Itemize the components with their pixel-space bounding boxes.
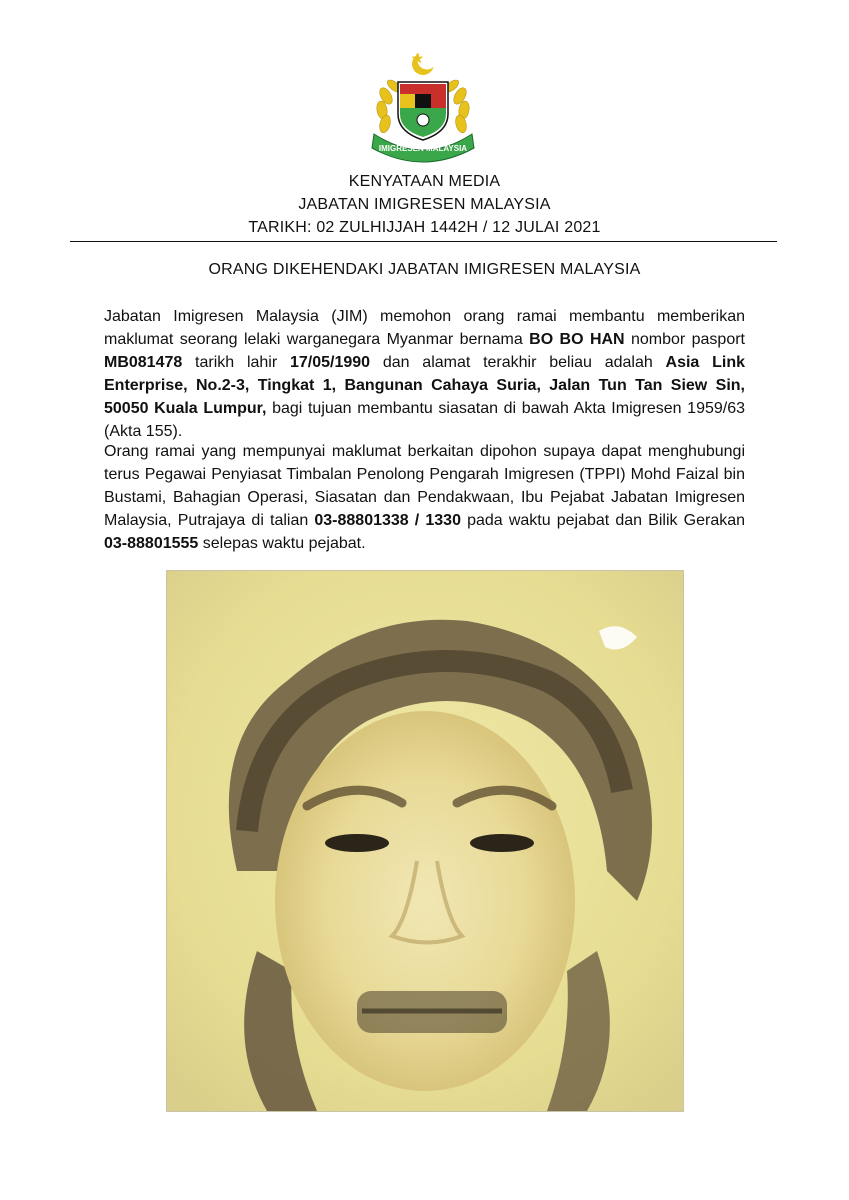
p1-text-4: dan alamat terakhir beliau adalah xyxy=(370,354,666,371)
date-of-birth: 17/05/1990 xyxy=(289,354,371,371)
phone-office-hours: 03-88801338 / 1330 xyxy=(314,512,461,529)
p1-text-3: tarikh lahir xyxy=(182,354,290,371)
suspect-photo xyxy=(166,570,684,1112)
header-line-1: KENYATAAN MEDIA xyxy=(348,173,501,190)
passport-number: MB081478 xyxy=(104,354,183,371)
p1-text-1: Jabatan Imigresen Malaysia (JIM) memohon orang ramai membantu memberikan maklumat seorang lelaki warganegara Myanmar bernama xyxy=(104,308,745,348)
last-address: Asia Link Enterprise, No.2-3, Tingkat 1, Bangunan Cahaya Suria, Jalan Tun Tan Siew Sin, 50050 Kuala Lumpur, xyxy=(104,354,745,417)
p2-text-2: pada waktu pejabat dan Bilik Gerakan xyxy=(460,512,746,529)
header-line-2: JABATAN IMIGRESEN MALAYSIA xyxy=(298,196,551,213)
header-divider xyxy=(70,241,777,242)
p1-text-2: nombor pasport xyxy=(624,331,745,348)
crest-ribbon-text: IMIGRESEN MALAYSIA xyxy=(378,144,468,153)
phone-after-hours: 03-88801555 xyxy=(104,535,199,552)
p2-text-3: selepas waktu pejabat. xyxy=(198,535,366,552)
paragraph-1 xyxy=(104,305,745,443)
header-date: TARIKH: 02 ZULHIJJAH 1442H / 12 JULAI 2021 xyxy=(248,219,601,236)
imigresen-crest-logo xyxy=(364,48,482,164)
paragraph-2 xyxy=(104,440,745,555)
document-title: ORANG DIKEHENDAKI JABATAN IMIGRESEN MALAYSIA xyxy=(208,261,641,278)
suspect-name: BO BO HAN xyxy=(529,331,625,348)
p1-text-5: bagi tujuan membantu siasatan di bawah Akta Imigresen 1959/63 (Akta 155). xyxy=(104,400,746,440)
p2-text-1: Orang ramai yang mempunyai maklumat berkaitan dipohon supaya dapat menghubungi terus Pegawai Penyiasat Timbalan Penolong Pengarah Imigresen (TPPI) Mohd Faizal bin Bustami, Bahagian Operasi, Siasatan dan Pendakwaan, Ibu Pejabat Jabatan Imigresen Malaysia, Putrajaya di talian xyxy=(104,443,745,529)
